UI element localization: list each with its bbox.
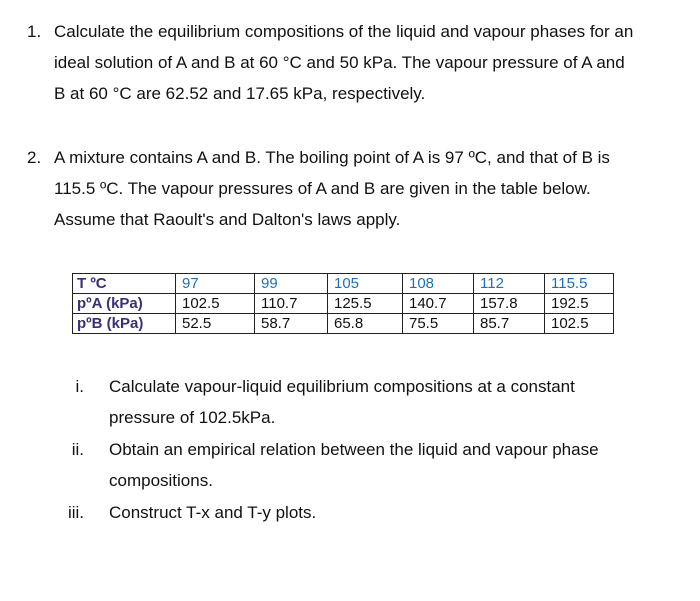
- table-cell: 65.8: [328, 314, 403, 334]
- table-cell: 112: [474, 274, 545, 294]
- subquestion-ii-line-2: compositions.: [109, 471, 213, 490]
- question-2-number: 2.: [27, 148, 42, 167]
- table-row-temperature: [73, 274, 614, 294]
- row-header-temperature: T ºC: [73, 274, 176, 294]
- question-1-line-3: B at 60 °C are 62.52 and 17.65 kPa, respectively.: [54, 84, 426, 103]
- table-cell: 110.7: [255, 294, 328, 314]
- table-row-pa: [73, 294, 614, 314]
- table-cell: 115.5: [545, 274, 614, 294]
- subquestion-iii-line-1: Construct T-x and T-y plots.: [109, 503, 317, 522]
- subquestion-iii-number: iii.: [67, 503, 84, 522]
- question-2-line-2: 115.5 ºC. The vapour pressures of A and B are given in the table below.: [54, 179, 591, 198]
- table-cell: 58.7: [255, 314, 328, 334]
- table-row-pb: [73, 314, 614, 334]
- table-cell: 99: [255, 274, 328, 294]
- table-cell: 140.7: [403, 294, 474, 314]
- table-cell: 102.5: [545, 314, 614, 334]
- subquestion-i-line-1: Calculate vapour-liquid equilibrium compositions at a constant: [109, 377, 575, 396]
- table-cell: 102.5: [176, 294, 255, 314]
- table-cell: 108: [403, 274, 474, 294]
- table-cell: 97: [176, 274, 255, 294]
- table-cell: 157.8: [474, 294, 545, 314]
- vapour-pressure-table: [72, 273, 614, 334]
- subquestion-i-number: i.: [75, 377, 84, 396]
- row-header-pa: pºA (kPa): [73, 294, 176, 314]
- table-cell: 192.5: [545, 294, 614, 314]
- question-1-line-1: Calculate the equilibrium compositions of the liquid and vapour phases for an: [54, 22, 634, 41]
- subquestion-i-line-2: pressure of 102.5kPa.: [109, 408, 276, 427]
- question-1-number: 1.: [27, 22, 42, 41]
- table-cell: 85.7: [474, 314, 545, 334]
- question-2-line-3: Assume that Raoult's and Dalton's laws apply.: [54, 210, 401, 229]
- row-header-pb: pºB (kPa): [73, 314, 176, 334]
- table-cell: 105: [328, 274, 403, 294]
- question-1-line-2: ideal solution of A and B at 60 °C and 50 kPa. The vapour pressure of A and: [54, 53, 625, 72]
- question-2-line-1: A mixture contains A and B. The boiling point of A is 97 ºC, and that of B is: [54, 148, 610, 167]
- table-cell: 75.5: [403, 314, 474, 334]
- subquestion-ii-line-1: Obtain an empirical relation between the liquid and vapour phase: [109, 440, 599, 459]
- table-cell: 52.5: [176, 314, 255, 334]
- subquestion-ii-number: ii.: [71, 440, 84, 459]
- table-cell: 125.5: [328, 294, 403, 314]
